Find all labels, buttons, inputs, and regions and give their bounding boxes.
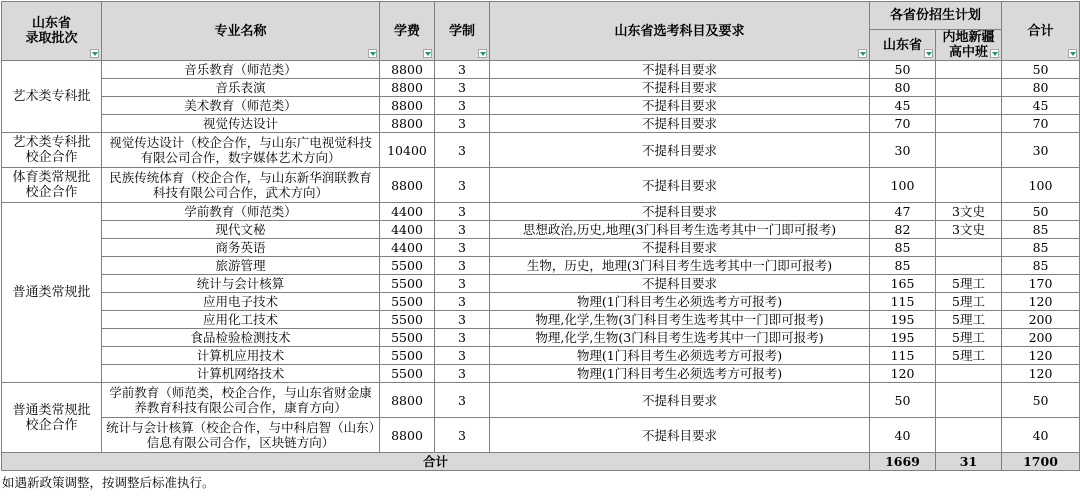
- shandong-cell: 85: [870, 239, 936, 257]
- totals-label: 合计: [2, 453, 870, 471]
- major-cell: 商务英语: [102, 239, 380, 257]
- table-row: [2, 257, 1080, 275]
- fee-cell: 5500: [380, 365, 435, 383]
- years-cell: 3: [435, 257, 490, 275]
- major-cell: 食品检验检测技术: [102, 329, 380, 347]
- major-cell: 现代文秘: [102, 221, 380, 239]
- major-cell: 音乐表演: [102, 79, 380, 97]
- fee-cell: 5500: [380, 257, 435, 275]
- table-row: [2, 418, 1080, 453]
- years-cell: 3: [435, 203, 490, 221]
- fee-cell: 8800: [380, 61, 435, 79]
- years-cell: 3: [435, 115, 490, 133]
- fee-cell: 4400: [380, 203, 435, 221]
- shandong-cell: 45: [870, 97, 936, 115]
- requirement-cell: 不提科目要求: [490, 239, 870, 257]
- requirement-cell: 不提科目要求: [490, 61, 870, 79]
- years-cell: 3: [435, 239, 490, 257]
- major-cell: 学前教育（师范类，校企合作，与山东省财金康养教育科技有限公司合作，康育方向）: [102, 383, 380, 418]
- years-cell: 3: [435, 221, 490, 239]
- major-cell: 视觉传达设计: [102, 115, 380, 133]
- batch-cell: 普通类常规批: [2, 203, 102, 383]
- table-row: [2, 79, 1080, 97]
- major-cell: 统计与会计核算（校企合作，与中科启智（山东）信息有限公司合作，区块链方向）: [102, 418, 380, 453]
- requirement-cell: 生物，历史，地理(3门科目考生选考其中一门即可报考): [490, 257, 870, 275]
- requirement-cell: 不提科目要求: [490, 383, 870, 418]
- filter-dropdown-icon[interactable]: [90, 49, 99, 58]
- shandong-cell: 115: [870, 347, 936, 365]
- header-plan-text: 各省份招生计划: [890, 8, 982, 23]
- batch-cell: 艺术类专科批 校企合作: [2, 133, 102, 168]
- shandong-cell: 100: [870, 168, 936, 203]
- total-cell: 85: [1002, 257, 1080, 275]
- years-cell: 3: [435, 61, 490, 79]
- xinjiang-cell: 3文史: [936, 203, 1002, 221]
- xinjiang-cell: 5理工: [936, 311, 1002, 329]
- xinjiang-cell: [936, 418, 1002, 453]
- major-cell: 计算机应用技术: [102, 347, 380, 365]
- years-cell: 3: [435, 293, 490, 311]
- xinjiang-cell: [936, 365, 1002, 383]
- total-cell: 70: [1002, 115, 1080, 133]
- table-row: [2, 133, 1080, 168]
- header-major: [102, 2, 380, 61]
- shandong-cell: 47: [870, 203, 936, 221]
- requirement-cell: 不提科目要求: [490, 133, 870, 168]
- years-cell: 3: [435, 275, 490, 293]
- table-row: [2, 293, 1080, 311]
- total-cell: 40: [1002, 418, 1080, 453]
- requirement-cell: 不提科目要求: [490, 97, 870, 115]
- shandong-cell: 40: [870, 418, 936, 453]
- major-cell: 统计与会计核算: [102, 275, 380, 293]
- table-row: [2, 203, 1080, 221]
- header-total-text: 合计: [1027, 23, 1054, 39]
- table-row: [2, 365, 1080, 383]
- total-cell: 170: [1002, 275, 1080, 293]
- total-cell: 50: [1002, 61, 1080, 79]
- header-major-text: 专业名称: [214, 23, 267, 39]
- years-cell: 3: [435, 418, 490, 453]
- fee-cell: 5500: [380, 329, 435, 347]
- requirement-cell: 不提科目要求: [490, 115, 870, 133]
- total-cell: 200: [1002, 311, 1080, 329]
- filter-dropdown-icon[interactable]: [990, 49, 999, 58]
- fee-cell: 5500: [380, 347, 435, 365]
- filter-dropdown-icon[interactable]: [368, 49, 377, 58]
- footnote: 如遇新政策调整，按调整后标准执行。: [2, 475, 215, 490]
- xinjiang-cell: [936, 239, 1002, 257]
- years-cell: 3: [435, 311, 490, 329]
- header-batch: [2, 2, 102, 61]
- total-cell: 50: [1002, 203, 1080, 221]
- requirement-cell: 物理(1门科目考生必须选考方可报考): [490, 293, 870, 311]
- major-cell: 民族传统体育（校企合作，与山东新华润联教育科技有限公司合作，武术方向）: [102, 168, 380, 203]
- table-row: [2, 115, 1080, 133]
- batch-cell: 普通类常规批 校企合作: [2, 383, 102, 453]
- shandong-cell: 50: [870, 61, 936, 79]
- header-batch-text: 山东省 录取批次: [25, 16, 78, 46]
- shandong-cell: 115: [870, 293, 936, 311]
- xinjiang-cell: 5理工: [936, 329, 1002, 347]
- years-cell: 3: [435, 79, 490, 97]
- table-row: [2, 383, 1080, 418]
- xinjiang-cell: 5理工: [936, 275, 1002, 293]
- xinjiang-cell: [936, 257, 1002, 275]
- shandong-cell: 195: [870, 311, 936, 329]
- fee-cell: 4400: [380, 239, 435, 257]
- requirement-cell: 不提科目要求: [490, 168, 870, 203]
- admission-plan-table: [1, 1, 1080, 471]
- shandong-cell: 85: [870, 257, 936, 275]
- requirement-cell: 不提科目要求: [490, 418, 870, 453]
- fee-cell: 8800: [380, 79, 435, 97]
- shandong-cell: 80: [870, 79, 936, 97]
- total-cell: 80: [1002, 79, 1080, 97]
- table-row: [2, 311, 1080, 329]
- xinjiang-cell: 3文史: [936, 221, 1002, 239]
- header-requirement-text: 山东省选考科目及要求: [614, 23, 745, 39]
- requirement-cell: 不提科目要求: [490, 203, 870, 221]
- totals-shandong: 1669: [870, 453, 936, 471]
- xinjiang-cell: [936, 115, 1002, 133]
- requirement-cell: 不提科目要求: [490, 79, 870, 97]
- table-row: [2, 239, 1080, 257]
- xinjiang-cell: [936, 133, 1002, 168]
- table-row: [2, 275, 1080, 293]
- shandong-cell: 165: [870, 275, 936, 293]
- total-cell: 45: [1002, 97, 1080, 115]
- years-cell: 3: [435, 365, 490, 383]
- total-cell: 120: [1002, 365, 1080, 383]
- totals-total: 1700: [1002, 453, 1080, 471]
- requirement-cell: 物理(1门科目考生必须选考方可报考): [490, 347, 870, 365]
- header-xinjiang-text: 内地新疆 高中班: [942, 30, 995, 60]
- fee-cell: 8800: [380, 383, 435, 418]
- header-fee-text: 学费: [393, 23, 420, 39]
- requirement-cell: 物理,化学,生物(3门科目考生选考其中一门即可报考): [490, 329, 870, 347]
- header-years: [435, 2, 490, 61]
- fee-cell: 4400: [380, 221, 435, 239]
- fee-cell: 5500: [380, 293, 435, 311]
- filter-dropdown-icon[interactable]: [924, 49, 933, 58]
- requirement-cell: 不提科目要求: [490, 275, 870, 293]
- table-row: [2, 97, 1080, 115]
- header-shandong-text: 山东省: [882, 37, 922, 53]
- years-cell: 3: [435, 133, 490, 168]
- shandong-cell: 120: [870, 365, 936, 383]
- major-cell: 音乐教育（师范类）: [102, 61, 380, 79]
- total-cell: 200: [1002, 329, 1080, 347]
- major-cell: 视觉传达设计（校企合作，与山东广电视觉科技有限公司合作，数字媒体艺术方向）: [102, 133, 380, 168]
- major-cell: 应用电子技术: [102, 293, 380, 311]
- header-plan: [870, 2, 1002, 30]
- total-cell: 85: [1002, 239, 1080, 257]
- batch-cell: 体育类常规批 校企合作: [2, 168, 102, 203]
- major-cell: 学前教育（师范类）: [102, 203, 380, 221]
- xinjiang-cell: 5理工: [936, 293, 1002, 311]
- totals-row: [2, 453, 1080, 471]
- filter-dropdown-icon[interactable]: [423, 49, 432, 58]
- xinjiang-cell: [936, 61, 1002, 79]
- fee-cell: 8800: [380, 418, 435, 453]
- xinjiang-cell: 5理工: [936, 347, 1002, 365]
- shandong-cell: 82: [870, 221, 936, 239]
- requirement-cell: 物理,化学,生物(3门科目考生选考其中一门即可报考): [490, 311, 870, 329]
- years-cell: 3: [435, 97, 490, 115]
- table-row: [2, 61, 1080, 79]
- table-body: [2, 61, 1080, 453]
- years-cell: 3: [435, 329, 490, 347]
- filter-dropdown-icon[interactable]: [478, 49, 487, 58]
- table-row: [2, 347, 1080, 365]
- major-cell: 旅游管理: [102, 257, 380, 275]
- filter-dropdown-icon[interactable]: [858, 49, 867, 58]
- shandong-cell: 70: [870, 115, 936, 133]
- requirement-cell: 物理(1门科目考生必须选考方可报考): [490, 365, 870, 383]
- fee-cell: 5500: [380, 275, 435, 293]
- header-xinjiang: [936, 30, 1002, 61]
- batch-cell: 艺术类专科批: [2, 61, 102, 133]
- major-cell: 计算机网络技术: [102, 365, 380, 383]
- major-cell: 应用化工技术: [102, 311, 380, 329]
- header-fee: [380, 2, 435, 61]
- fee-cell: 5500: [380, 311, 435, 329]
- header-shandong: [870, 30, 936, 61]
- shandong-cell: 50: [870, 383, 936, 418]
- fee-cell: 8800: [380, 115, 435, 133]
- xinjiang-cell: [936, 79, 1002, 97]
- total-cell: 120: [1002, 293, 1080, 311]
- total-cell: 30: [1002, 133, 1080, 168]
- shandong-cell: 195: [870, 329, 936, 347]
- xinjiang-cell: [936, 168, 1002, 203]
- fee-cell: 8800: [380, 97, 435, 115]
- requirement-cell: 思想政治,历史,地理(3门科目考生选考其中一门即可报考): [490, 221, 870, 239]
- header-total: [1002, 2, 1080, 61]
- shandong-cell: 30: [870, 133, 936, 168]
- header-requirement: [490, 2, 870, 61]
- years-cell: 3: [435, 383, 490, 418]
- table-row: [2, 168, 1080, 203]
- xinjiang-cell: [936, 97, 1002, 115]
- major-cell: 美术教育（师范类）: [102, 97, 380, 115]
- table-row: [2, 221, 1080, 239]
- table-row: [2, 329, 1080, 347]
- xinjiang-cell: [936, 383, 1002, 418]
- total-cell: 85: [1002, 221, 1080, 239]
- fee-cell: 8800: [380, 168, 435, 203]
- totals-xinjiang: 31: [936, 453, 1002, 471]
- total-cell: 120: [1002, 347, 1080, 365]
- filter-dropdown-icon[interactable]: [1068, 49, 1077, 58]
- total-cell: 50: [1002, 383, 1080, 418]
- years-cell: 3: [435, 347, 490, 365]
- years-cell: 3: [435, 168, 490, 203]
- header-years-text: 学制: [448, 23, 475, 39]
- fee-cell: 10400: [380, 133, 435, 168]
- total-cell: 100: [1002, 168, 1080, 203]
